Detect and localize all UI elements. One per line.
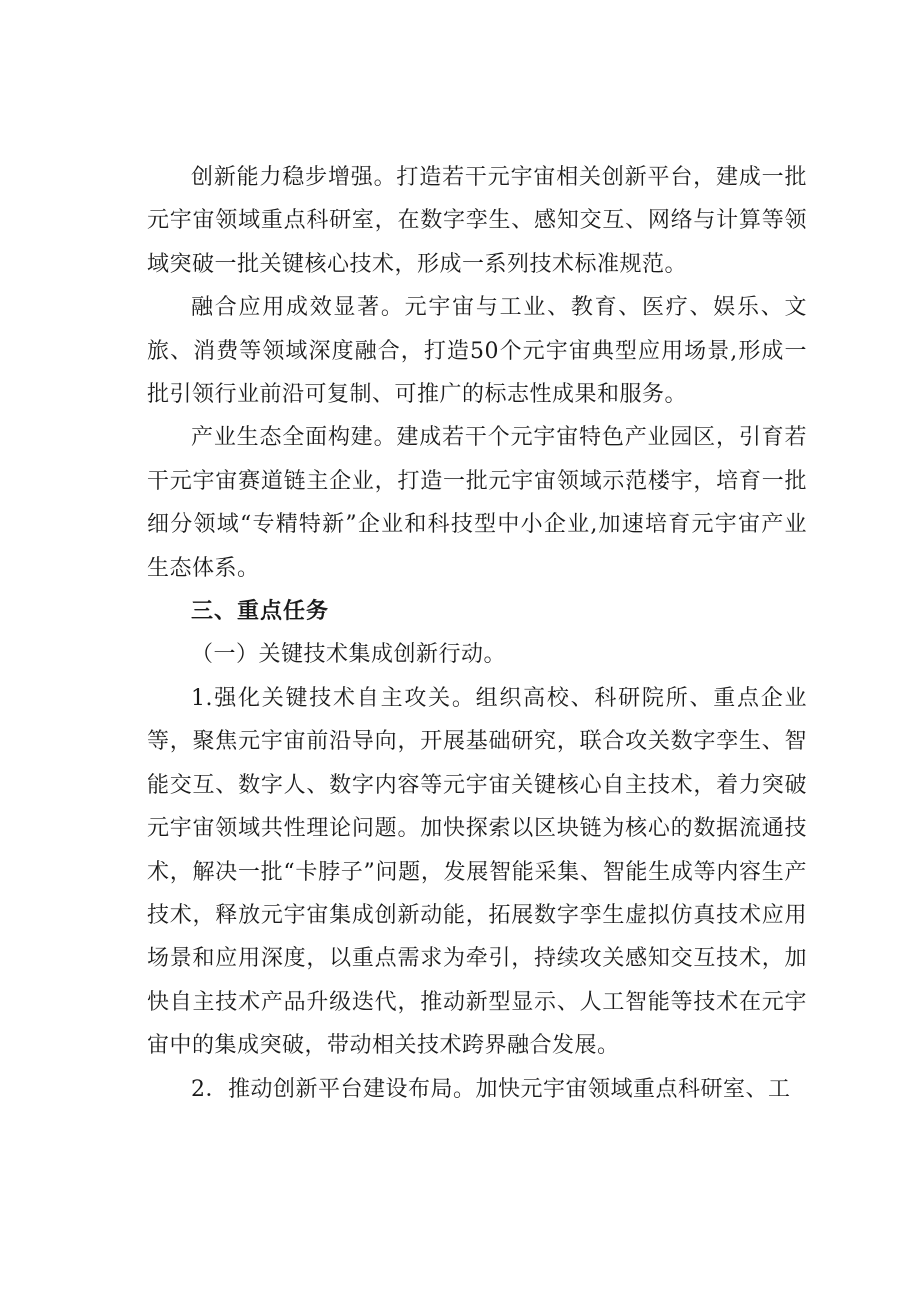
paragraph-industrial-ecology: 产业生态全面构建。建成若干个元宇宙特色产业园区，引育若干元宇宙赛道链主企业，打造一批元宇宙领域示范楼宇，培育一批细分领域“专精特新”企业和科技型中小企业,加速培育元宇宙产业生态体系。 — [147, 425, 807, 581]
section-heading: 三、重点任务 — [191, 599, 330, 625]
subsection-heading: （一）关键技术集成创新行动。 — [191, 642, 507, 668]
paragraph-integrated-application: 融合应用成效显著。元宇宙与工业、教育、医疗、娱乐、文旅、消费等领域深度融合，打造50个元宇宙典型应用场景,形成一批引领行业前沿可复制、可推广的标志性成果和服务。 — [147, 295, 807, 408]
paragraph-innovation-capability: 创新能力稳步增强。打造若干元宇宙相关创新平台，建成一批元宇宙领域重点科研室，在数字孪生、感知交互、网络与计算等领域突破一批关键核心技术，形成一系列技术标准规范。 — [147, 165, 807, 277]
paragraph-task-1: 1.强化关键技术自主攻关。组织高校、科研院所、重点企业等，聚焦元宇宙前沿导向，开展基础研究，联合攻关数字孪生、智能交互、数字人、数字内容等元宇宙关键核心自主技术，着力突破元宇宙领域共性理论问题。加快探索以区块链为核心的数据流通技术，解决一批“卡脖子”问题，发展智能采集、智能生成等内容生产技术，释放元宇宙集成创新动能，拓展数字孪生虚拟仿真技术应用场景和应用深度，以重点需求为牵引，持续攻关感知交互技术，加快自主技术产品升级迭代，推动新型显示、人工智能等技术在元宇宙中的集成突破，带动相关技术跨界融合发展。 — [147, 685, 807, 1059]
document-page — [147, 156, 807, 1111]
paragraph-task-2: 2．推动创新平台建设布局。加快元宇宙领域重点科研室、工 — [191, 1076, 791, 1102]
